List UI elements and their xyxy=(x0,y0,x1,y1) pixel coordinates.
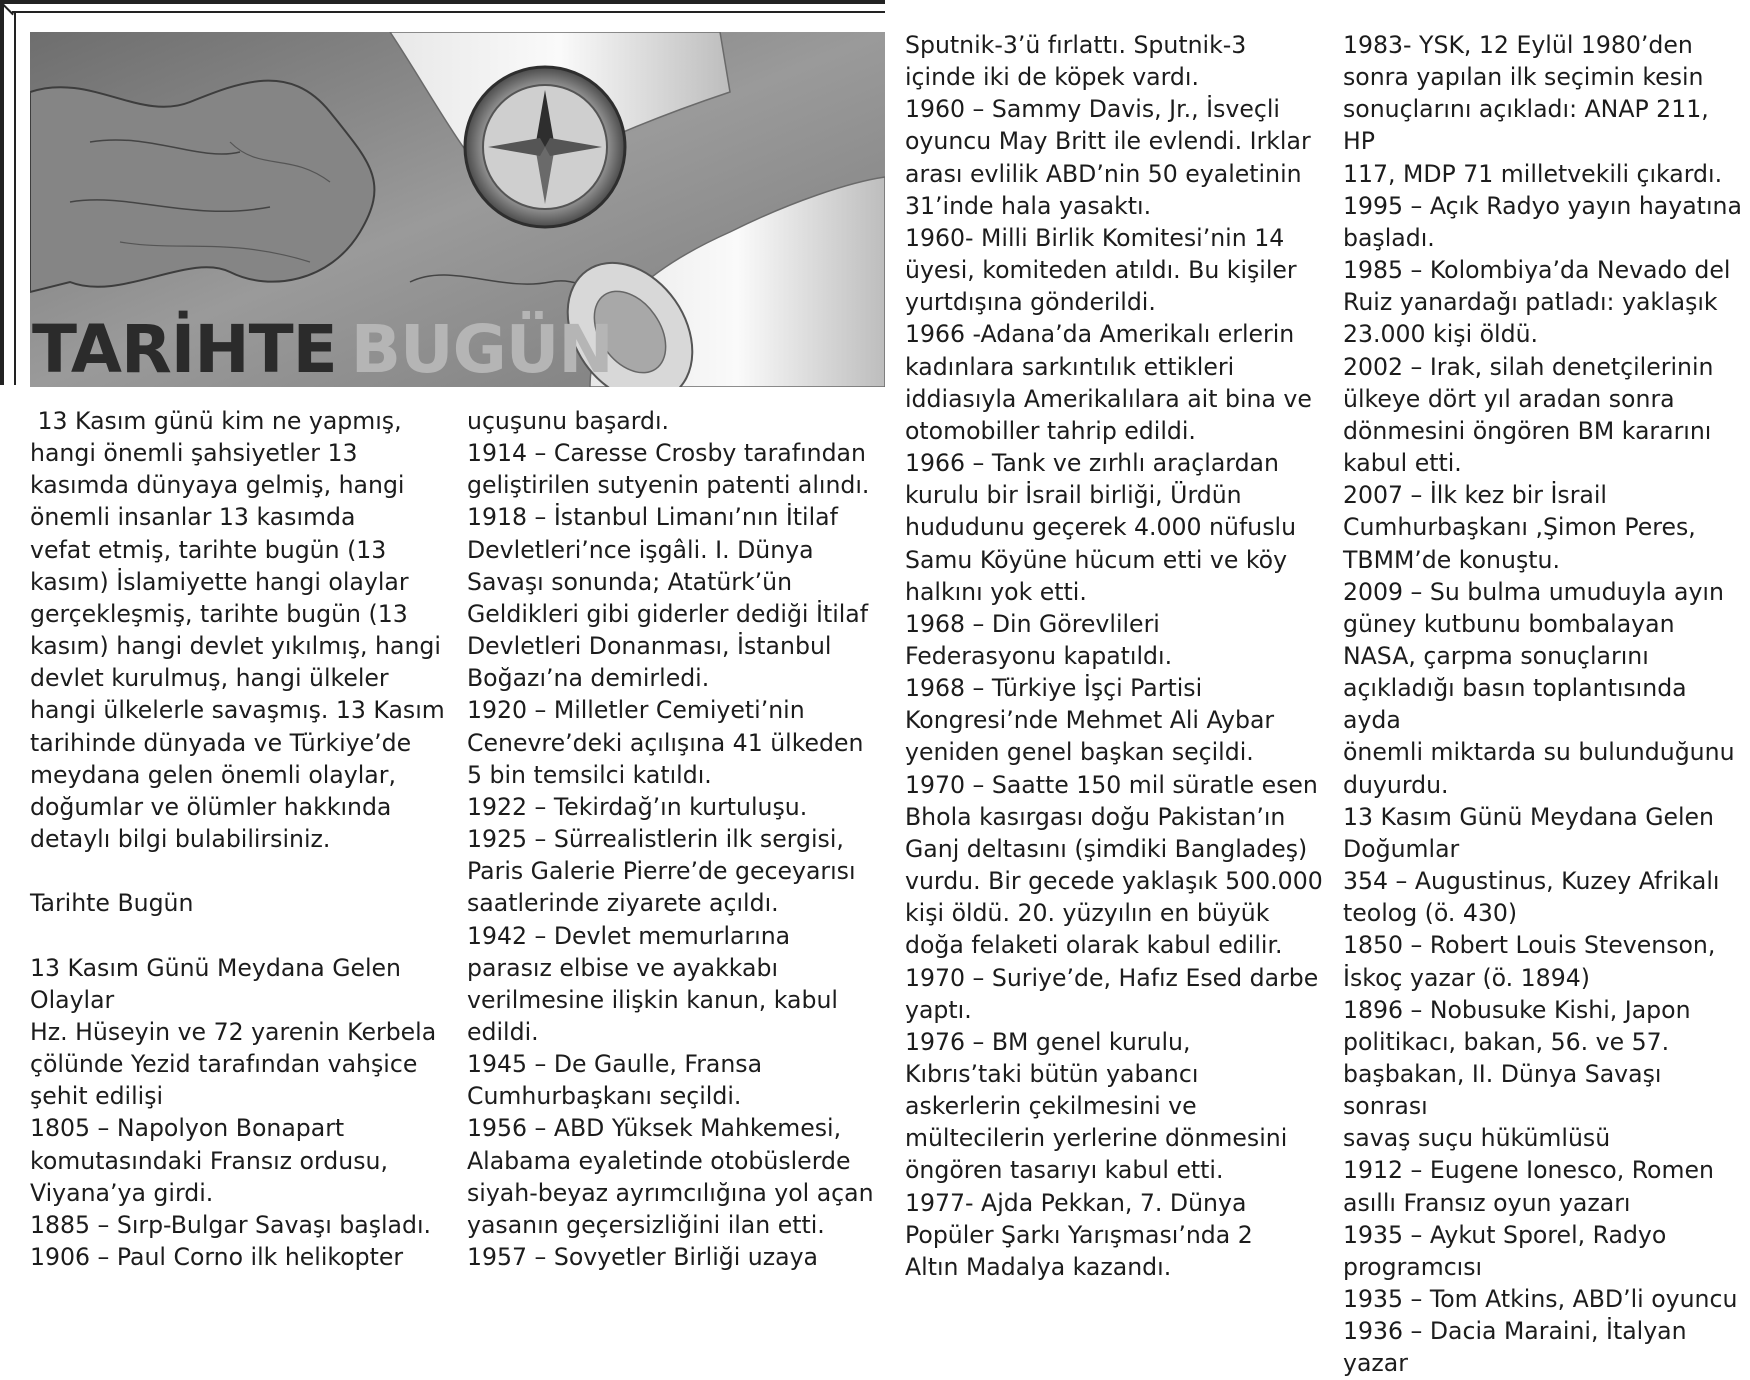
text-line: 1805 – Napolyon Bonapart xyxy=(30,1114,345,1143)
text-line: doğa felaketi olarak kabul edilir. xyxy=(905,931,1283,960)
text-line: NASA, çarpma sonuçlarını xyxy=(1343,641,1649,670)
text-line: yasanın geçersizliğini ilan etti. xyxy=(467,1210,825,1239)
text-line: politikacı, bakan, 56. ve 57. xyxy=(1343,1027,1670,1056)
text-line: üyesi, komiteden atıldı. Bu kişiler xyxy=(905,256,1297,285)
text-line: Cumhurbaşkanı seçildi. xyxy=(467,1082,742,1111)
text-line: Viyana’ya girdi. xyxy=(30,1178,214,1207)
text-line: 1976 – BM genel kurulu, xyxy=(905,1027,1191,1056)
text-line: sonra yapılan ilk seçimin kesin xyxy=(1343,63,1704,92)
text-line: 1906 – Paul Corno ilk helikopter xyxy=(30,1243,404,1272)
text-line: Doğumlar xyxy=(1343,834,1460,863)
text-line: Boğazı’na demirledi. xyxy=(467,664,710,693)
banner-title-word-1: TARİHTE xyxy=(32,311,337,387)
text-line: yaptı. xyxy=(905,995,972,1024)
text-line: 1935 – Aykut Sporel, Radyo xyxy=(1343,1220,1667,1249)
banner-title xyxy=(32,311,613,387)
article-column-3 xyxy=(905,29,1325,1283)
text-line: Olaylar xyxy=(30,985,115,1014)
text-line: başladı. xyxy=(1343,223,1435,252)
text-line: Altın Madalya kazandı. xyxy=(905,1252,1172,1281)
text-line: 1977- Ajda Pekkan, 7. Dünya xyxy=(905,1188,1247,1217)
text-line: 2002 – Irak, silah denetçilerinin xyxy=(1343,352,1714,381)
text-line: 354 – Augustinus, Kuzey Afrikalı xyxy=(1343,867,1720,896)
frame-border-left xyxy=(0,0,4,385)
text-line: 2007 – İlk kez bir İsrail xyxy=(1343,481,1607,510)
article-column-4 xyxy=(1343,29,1748,1380)
text-line: arası evlilik ABD’nin 50 eyaletinin xyxy=(905,159,1302,188)
text-line: 1935 – Tom Atkins, ABD’li oyuncu xyxy=(1343,1285,1738,1314)
text-line: otomobiller tahrip edildi. xyxy=(905,416,1196,445)
article-column-2 xyxy=(467,405,887,1273)
text-line: Bhola kasırgası doğu Pakistan’ın xyxy=(905,802,1286,831)
text-line: yeniden genel başkan seçildi. xyxy=(905,738,1254,767)
text-line: Cenevre’deki açılışına 41 ülkeden xyxy=(467,728,864,757)
text-line: askerlerin çekilmesini ve xyxy=(905,1092,1197,1121)
text-line: 1920 – Milletler Cemiyeti’nin xyxy=(467,696,805,725)
text-line: 1960- Milli Birlik Komitesi’nin 14 xyxy=(905,223,1285,252)
text-line: 13 Kasım Günü Meydana Gelen xyxy=(30,953,402,982)
text-line: kadınlara sarkıntılık ettikleri xyxy=(905,352,1235,381)
text-line: geliştirilen sutyenin patenti alındı. xyxy=(467,471,870,500)
text-line: mültecilerin yerlerine dönmesini xyxy=(905,1124,1288,1153)
text-line: Ganj deltasını (şimdiki Bangladeş) xyxy=(905,834,1308,863)
text-line: hangi önemli şahsiyetler 13 xyxy=(30,439,358,468)
text-line: Cumhurbaşkanı ,Şimon Peres, xyxy=(1343,513,1696,542)
text-line: yazar xyxy=(1343,1349,1408,1378)
text-line: parasız elbise ve ayakkabı xyxy=(467,953,778,982)
text-line: kasımda dünyaya gelmiş, hangi xyxy=(30,471,405,500)
text-line: Samu Köyüne hücum etti ve köy xyxy=(905,545,1288,574)
text-line: çölünde Yezid tarafından vahşice xyxy=(30,1050,418,1079)
text-line: Ruiz yanardağı patladı: yaklaşık xyxy=(1343,288,1718,317)
text-line: meydana gelen önemli olaylar, xyxy=(30,760,396,789)
text-line: Kıbrıs’taki bütün yabancı xyxy=(905,1060,1199,1088)
text-line: ülkeye dört yıl aradan sonra xyxy=(1343,384,1675,413)
text-line: Alabama eyaletinde otobüslerde xyxy=(467,1146,851,1175)
text-line: 1968 – Türkiye İşçi Partisi xyxy=(905,674,1203,703)
text-line: oyuncu May Britt ile evlendi. Irklar xyxy=(905,127,1311,156)
text-line xyxy=(30,919,445,951)
text-line: hangi ülkelerle savaşmış. 13 Kasım xyxy=(30,696,445,725)
text-line: 1850 – Robert Louis Stevenson, xyxy=(1343,931,1716,960)
text-line: 23.000 kişi öldü. xyxy=(1343,320,1539,349)
text-line: asıllı Fransız oyun yazarı xyxy=(1343,1188,1631,1217)
text-line: 1956 – ABD Yüksek Mahkemesi, xyxy=(467,1114,842,1143)
text-line: 1945 – De Gaulle, Fransa xyxy=(467,1050,763,1079)
text-line: öngören tasarıyı kabul etti. xyxy=(905,1156,1224,1185)
text-line: başbakan, II. Dünya Savaşı sonrası xyxy=(1343,1060,1669,1121)
text-line: kasım) hangi devlet yıkılmış, hangi xyxy=(30,632,441,661)
banner-title-word-2: BUGÜN xyxy=(350,311,613,387)
text-line: Devletleri Donanması, İstanbul xyxy=(467,632,832,661)
text-line: hududunu geçerek 4.000 nüfuslu xyxy=(905,513,1297,542)
text-line: kurulu bir İsrail birliği, Ürdün xyxy=(905,481,1242,510)
text-line: Popüler Şarkı Yarışması’nda 2 xyxy=(905,1220,1253,1249)
text-line: İskoç yazar (ö. 1894) xyxy=(1343,963,1590,992)
text-line: tarihinde dünyada ve Türkiye’de xyxy=(30,728,412,757)
text-line: Kongresi’nde Mehmet Ali Aybar xyxy=(905,706,1275,735)
text-line: 1936 – Dacia Maraini, İtalyan xyxy=(1343,1317,1687,1346)
text-line: 5 bin temsilci katıldı. xyxy=(467,760,712,789)
text-line: komutasındaki Fransız ordusu, xyxy=(30,1146,388,1175)
text-line: 13 Kasım günü kim ne yapmış, xyxy=(30,407,402,435)
text-line: 1925 – Sürrealistlerin ilk sergisi, xyxy=(467,825,844,854)
text-line: 1960 – Sammy Davis, Jr., İsveçli xyxy=(905,95,1280,124)
text-line: 1922 – Tekirdağ’ın kurtuluşu. xyxy=(467,792,808,821)
text-line: doğumlar ve ölümler hakkında xyxy=(30,792,392,821)
text-line: 1966 – Tank ve zırhlı araçlardan xyxy=(905,449,1279,478)
text-line: saatlerinde ziyarete açıldı. xyxy=(467,889,779,918)
text-line: duyurdu. xyxy=(1343,770,1449,799)
text-line: Devletleri’nce işgâli. I. Dünya xyxy=(467,535,814,564)
text-line: gerçekleşmiş, tarihte bugün (13 xyxy=(30,599,408,628)
text-line: 1966 -Adana’da Amerikalı erlerin xyxy=(905,320,1295,349)
text-line: 1885 – Sırp-Bulgar Savaşı başladı. xyxy=(30,1210,432,1239)
text-line: 1957 – Sovyetler Birliği uzaya xyxy=(467,1243,819,1272)
text-line: kişi öldü. 20. yüzyılın en büyük xyxy=(905,899,1270,928)
text-line: önemli miktarda su bulunduğunu xyxy=(1343,738,1735,767)
article-column-1 xyxy=(30,405,445,1273)
text-line: verilmesine ilişkin kanun, kabul xyxy=(467,985,838,1014)
text-line: siyah-beyaz ayrımcılığına yol açan xyxy=(467,1178,874,1207)
text-line: vefat etmiş, tarihte bugün (13 xyxy=(30,535,387,564)
frame-corner-diagonal xyxy=(3,4,14,15)
text-line: açıkladığı basın toplantısında ayda xyxy=(1343,674,1695,735)
text-line: 1995 – Açık Radyo yayın hayatına xyxy=(1343,191,1742,220)
text-line: 1912 – Eugene Ionesco, Romen xyxy=(1343,1156,1714,1185)
text-line: 1970 – Suriye’de, Hafız Esed darbe xyxy=(905,963,1319,992)
text-line: Paris Galerie Pierre’de geceyarısı xyxy=(467,857,856,886)
text-line xyxy=(30,855,445,887)
text-line: kabul etti. xyxy=(1343,449,1462,478)
text-line: Tarihte Bugün xyxy=(30,889,194,918)
text-line: 2009 – Su bulma umuduyla ayın xyxy=(1343,577,1724,606)
text-line: dönmesini öngören BM kararını xyxy=(1343,416,1712,445)
text-line: Geldikleri gibi giderler dediği İtilaf xyxy=(467,599,869,628)
text-line: 1918 – İstanbul Limanı’nın İtilaf xyxy=(467,503,838,532)
text-line: 1914 – Caresse Crosby tarafından xyxy=(467,439,866,468)
text-line: kasım) İslamiyette hangi olaylar xyxy=(30,567,409,596)
text-line: güney kutbunu bombalayan xyxy=(1343,609,1675,638)
text-line: 1985 – Kolombiya’da Nevado del xyxy=(1343,256,1731,285)
text-line: halkını yok etti. xyxy=(905,577,1087,606)
text-line: uçuşunu başardı. xyxy=(467,407,670,435)
text-line: Federasyonu kapatıldı. xyxy=(905,641,1173,670)
text-line: 1968 – Din Görevlileri xyxy=(905,609,1160,638)
text-line: 1983- YSK, 12 Eylül 1980’den xyxy=(1343,31,1693,59)
text-line: teolog (ö. 430) xyxy=(1343,899,1518,928)
frame-border-top xyxy=(0,0,885,4)
text-line: savaş suçu hükümlüsü xyxy=(1343,1124,1611,1153)
frame-border-left-inner xyxy=(14,11,16,385)
text-line: önemli insanlar 13 kasımda xyxy=(30,503,356,532)
text-line: TBMM’de konuştu. xyxy=(1343,545,1560,574)
text-line: şehit edilişi xyxy=(30,1082,164,1111)
text-line: sonuçlarını açıkladı: ANAP 211, HP xyxy=(1343,95,1717,156)
text-line: 31’inde hala yasaktı. xyxy=(905,191,1152,220)
frame-border-top-inner xyxy=(12,11,885,13)
text-line: Savaşı sonunda; Atatürk’ün xyxy=(467,567,793,596)
text-line: içinde iki de köpek vardı. xyxy=(905,63,1199,92)
text-line: yurtdışına gönderildi. xyxy=(905,288,1156,317)
text-line: 13 Kasım Günü Meydana Gelen xyxy=(1343,802,1715,831)
text-line: 117, MDP 71 milletvekili çıkardı. xyxy=(1343,159,1723,188)
text-line: Sputnik-3’ü fırlattı. Sputnik-3 xyxy=(905,31,1247,59)
header-image xyxy=(30,32,885,387)
text-line: 1970 – Saatte 150 mil süratle esen xyxy=(905,770,1318,799)
text-line: programcısı xyxy=(1343,1252,1483,1281)
text-line: devlet kurulmuş, hangi ülkeler xyxy=(30,664,389,693)
text-line: 1896 – Nobusuke Kishi, Japon xyxy=(1343,995,1691,1024)
text-line: 1942 – Devlet memurlarına xyxy=(467,921,791,950)
map-landmass xyxy=(30,81,374,292)
text-line: vurdu. Bir gecede yaklaşık 500.000 xyxy=(905,867,1323,896)
text-line: edildi. xyxy=(467,1017,539,1046)
text-line: Hz. Hüseyin ve 72 yarenin Kerbela xyxy=(30,1017,437,1046)
text-line: detaylı bilgi bulabilirsiniz. xyxy=(30,825,331,854)
text-line: iddiasıyla Amerikalılara ait bina ve xyxy=(905,384,1312,413)
